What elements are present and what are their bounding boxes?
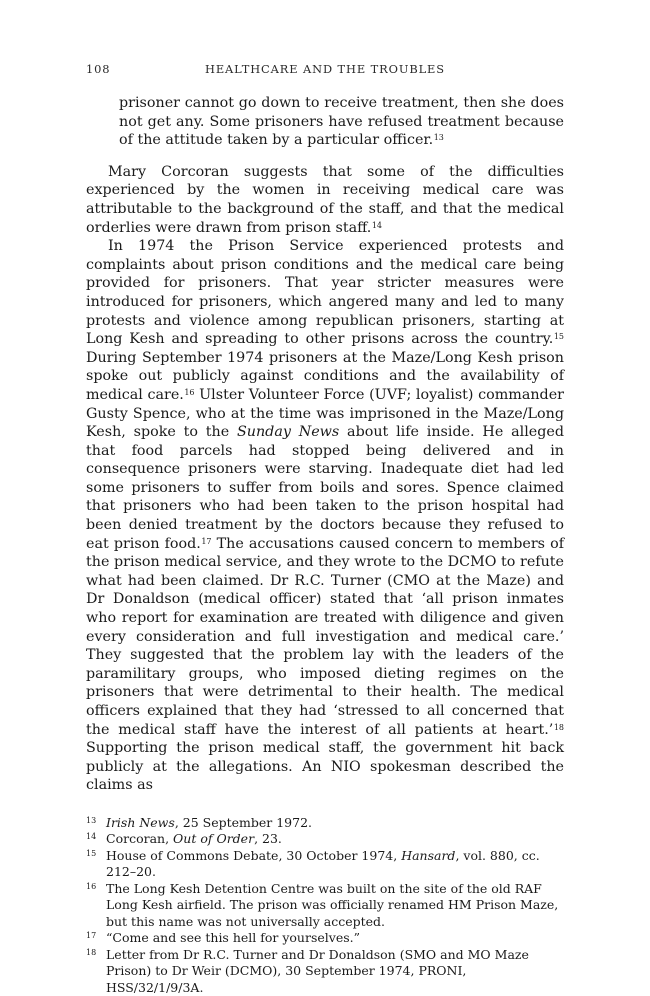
footnote-text: The Long Kesh Detention Centre was built on the site of the old RAF Long Kesh airfield. The prison was officially renamed HM Prison Maze, but this name was not universally accepted. (106, 880, 559, 929)
footnote-ref[interactable]: 17 (201, 536, 212, 546)
paragraph-text: The accusations caused concern to members of the prison medical service, and they wrote to the DCMO to refute what had been claimed. Dr R.C. Turner (CMO at the Maze) and Dr Donaldson (medical officer) stated that ‘all prison inmates who report for examination are treated with diligence and given every consideration and full investigation and medical care.’ They suggested that the problem lay with the leaders of the paramilitary groups, who imposed dieting regimes on the prisoners that were detrimental to their health. The medical officers explained that they had ‘stressed to all concerned that the medical staff have the interest of all patients at heart.’ (86, 535, 564, 738)
footnote-text: Letter from Dr R.C. Turner and Dr Donaldson (SMO and MO Maze Prison) to Dr Weir (DCMO), 30 September 1974, PRONI, HSS/32/1/9/3A. (106, 946, 529, 995)
footnote-18 (86, 947, 564, 996)
footnote-source-title: Out of Order (173, 831, 255, 847)
footnote-17 (86, 930, 564, 947)
footnote-ref[interactable]: 15 (553, 332, 564, 342)
body-text (86, 163, 564, 795)
footnote-ref[interactable]: 16 (184, 387, 195, 397)
footnote-text: , vol. 880, cc. 212–20. (106, 847, 540, 880)
paragraph-text: Ulster Volunteer Force (UVF; loyalist) commander Gusty Spence, who at the time was imprisoned in the Maze/Long Kesh, spoke to the (86, 386, 564, 441)
page-number: 108 (86, 62, 111, 76)
book-page (86, 62, 564, 996)
footnote-number: 14 (86, 832, 97, 842)
newspaper-title: Sunday News (236, 424, 340, 441)
footnote-number: 13 (86, 815, 97, 825)
quote-text: prisoner cannot go down to receive treatment, then she does not get any. Some prisoners have refused treatment because of the attitude taken by a particular officer. (119, 95, 564, 149)
footnote-13 (86, 815, 564, 832)
footnote-text: “Come and see this hell for yourselves.” (106, 930, 361, 946)
paragraph-text: During September 1974 prisoners at the Maze/Long Kesh prison spoke out publicly against conditions and the availability of medical care. (86, 349, 564, 403)
paragraph (86, 163, 564, 237)
paragraph-text: In 1974 the Prison Service experienced protests and complaints about prison conditions and the medical care being provided for prisoners. That year stricter measures were introduced for prisoners, which angered many and led to many protests and violence among republican prisoners, starting at Long Kesh and spreading to other prisons across the country. (86, 238, 564, 348)
footnote-14 (86, 831, 564, 848)
footnote-source-title: Irish News (106, 814, 175, 830)
footnote-text: , 23. (254, 831, 282, 847)
footnote-source-title: Hansard (401, 847, 456, 863)
running-title: HEALTHCARE AND THE TROUBLES (205, 62, 445, 76)
paragraph (86, 237, 564, 795)
footnote-number: 16 (86, 881, 97, 891)
paragraph-text: Supporting the prison medical staff, the government hit back publicly at the allegations. An NIO spokesman described the claims as (86, 740, 564, 794)
footnote-number: 18 (86, 947, 97, 957)
paragraph-text: Mary Corcoran suggests that some of the difficulties experienced by the women in receiving medical care was attributable to the background of the staff, and that the medical orderlies were drawn from prison staff. (86, 163, 564, 236)
footnote-15 (86, 848, 564, 881)
footnotes (86, 815, 564, 996)
footnote-16 (86, 881, 564, 931)
footnote-ref[interactable]: 13 (433, 133, 444, 143)
footnote-text: House of Commons Debate, 30 October 1974, (106, 847, 402, 863)
footnote-text: Corcoran, (106, 831, 174, 847)
footnote-number: 15 (86, 848, 97, 858)
paragraph-text: about life inside. He alleged that food parcels had stopped being delivered and in consequence prisoners were starving. Inadequate diet had led some prisoners to suffer from boils and sores. Spence claimed that prisoners who had been taken to the prison hospital had been denied treatment by the doctors because they refused to eat prison food. (86, 424, 564, 552)
block-quote (86, 94, 564, 150)
footnote-ref[interactable]: 14 (371, 220, 382, 230)
running-header (86, 62, 564, 82)
footnote-number: 17 (86, 931, 97, 941)
footnote-ref[interactable]: 18 (553, 722, 564, 732)
footnote-text: , 25 September 1972. (174, 814, 313, 830)
